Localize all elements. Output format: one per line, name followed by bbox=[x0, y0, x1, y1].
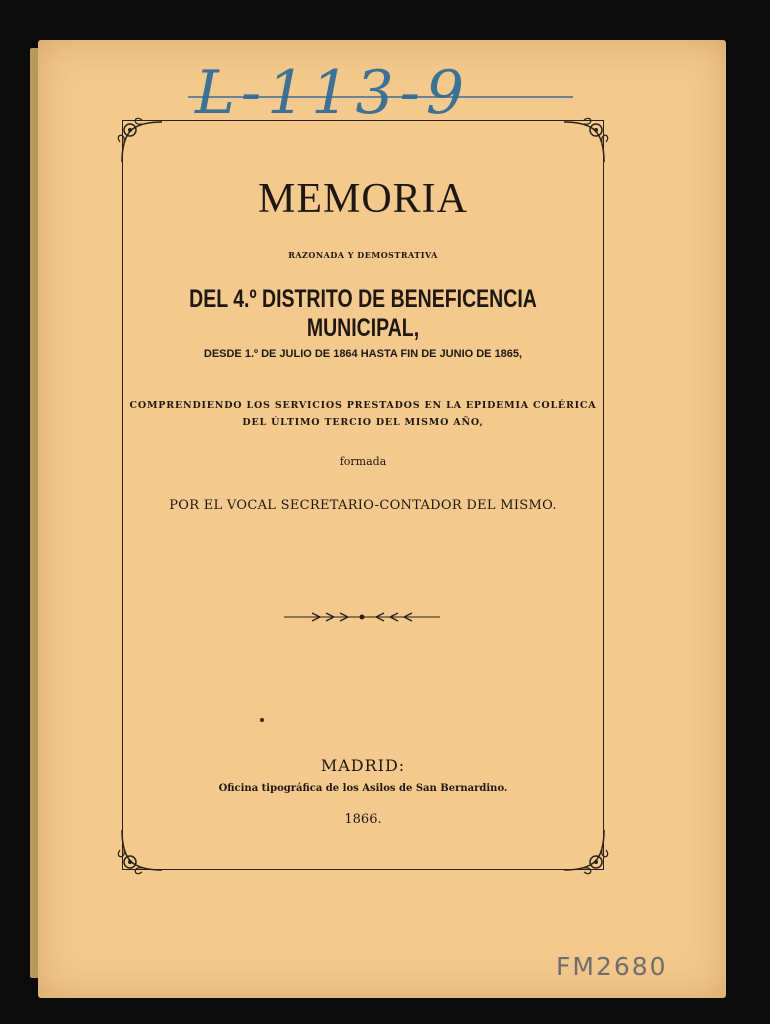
description-line-2: DEL ÚLTIMO TERCIO DEL MISMO AÑO, bbox=[242, 417, 484, 428]
ornamental-divider-icon bbox=[282, 608, 442, 626]
imprint-year: 1866. bbox=[344, 812, 382, 827]
pencil-archive-code: FM2680 bbox=[556, 952, 668, 981]
document-title: MEMORIA bbox=[257, 176, 468, 222]
main-heading: DEL 4.º DISTRITO DE BENEFICENCIA MUNICIPAL, bbox=[189, 285, 537, 342]
corner-ornament-bottom-left-icon bbox=[112, 820, 172, 880]
corner-ornament-top-left-icon bbox=[112, 112, 172, 172]
description-line-1: COMPRENDIENDO LOS SERVICIOS PRESTADOS EN LA EPIDEMIA COLÉRICA bbox=[129, 400, 597, 411]
corner-ornament-top-right-icon bbox=[554, 112, 614, 172]
description bbox=[120, 397, 606, 431]
ink-speck bbox=[260, 718, 264, 722]
document-subtitle: RAZONADA Y DEMOSTRATIVA bbox=[288, 250, 438, 260]
imprint-printer: Oficina tipográfica de los Asilos de San Bernardino. bbox=[218, 783, 508, 794]
formada-label: formada bbox=[339, 455, 387, 468]
imprint-place: MADRID: bbox=[320, 756, 406, 775]
corner-ornament-bottom-right-icon bbox=[554, 820, 614, 880]
author-line: POR EL VOCAL SECRETARIO-CONTADOR DEL MISMO. bbox=[169, 498, 557, 513]
handwritten-shelfmark: L-113-9 bbox=[195, 58, 471, 128]
date-range: DESDE 1.º DE JULIO DE 1864 HASTA FIN DE JUNIO DE 1865, bbox=[203, 348, 523, 360]
